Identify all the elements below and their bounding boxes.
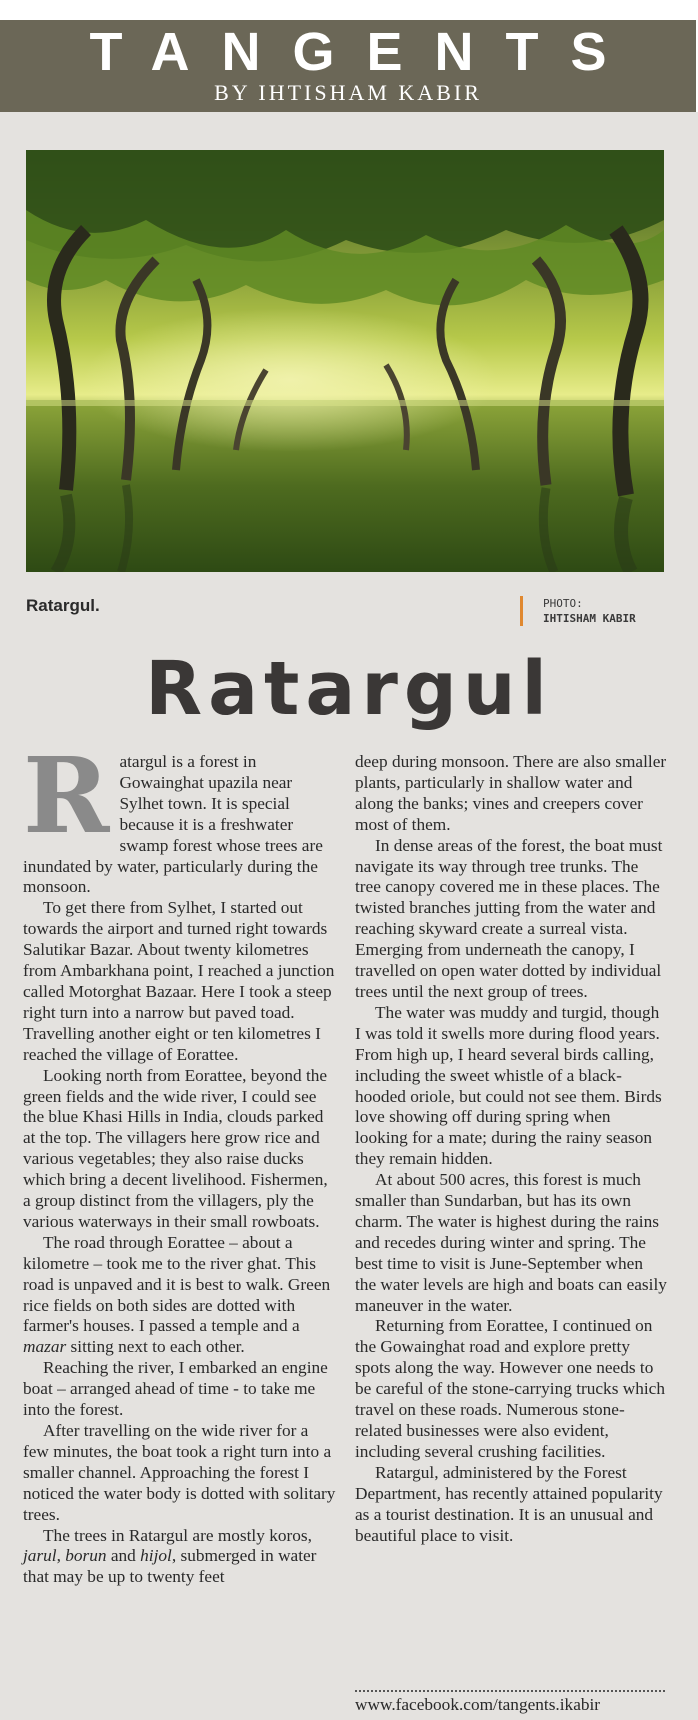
credit-divider: [520, 596, 523, 626]
article-paragraph: After travelling on the wide river for a few minutes, the boat took a right turn into a smaller channel. Approaching the forest I noticed the water body is dotted with solitary trees.: [23, 1421, 336, 1524]
article-paragraph: Ratargul, administered by the Forest Department, has recently attained popularity as a tourist destination. It is an unusual and beautiful place to visit.: [355, 1462, 663, 1545]
article-paragraph: In dense areas of the forest, the boat must navigate its way through tree trunks. The tree canopy covered me in these places. The twisted branches jutting from the water and reaching skyward create a surreal vista. Emerging from underneath the canopy, I travelled on open water dotted by individual trees until the next group of trees.: [355, 835, 663, 1001]
article-paragraph: Reaching the river, I embarked an engine boat – arranged ahead of time - to take me into the forest.: [23, 1358, 328, 1420]
article-paragraph: The water was muddy and turgid, though I was told it swells more during flood years. From high up, I heard several birds calling, including the sweet whistle of a black-hooded oriole, but could not see them. Birds love showing off during spring when looking for a mate; during the rainy season they remain hidden.: [355, 1002, 662, 1169]
photo-credit: [543, 596, 636, 626]
article-paragraph: Ratargul is a forest in Gowainghat upazila near Sylhet town. It is special because it is a freshwater swamp forest whose trees are inundated by water, particularly during the monsoon.: [23, 734, 323, 897]
article-paragraph: deep during monsoon. There are also smaller plants, particularly in shallow water and along the banks; vines and creepers cover most of them.: [355, 752, 667, 834]
masthead-banner: [0, 20, 696, 112]
article-paragraph: Returning from Eorattee, I continued on the Gowainghat road and explore pretty spots along the way. However one needs to be careful of the stone-carrying trucks which travel on these roads. Numerous stone-related businesses were also evident, including several crushing facilities.: [355, 1316, 665, 1461]
drop-cap: R: [23, 734, 110, 857]
photo-credit-label: PHOTO:: [543, 597, 583, 610]
article-paragraph: Looking north from Eorattee, beyond the green fields and the wide river, I could see the blue Khasi Hills in India, clouds parked at the top. The villagers here grow rice and various vegetables; they also raise ducks which bring a decent livelihood. Fishermen, a group distinct from the villagers, ply the various waterways in their small rowboats.: [23, 1065, 328, 1231]
article-paragraph: The road through Eorattee – about a kilometre – took me to the river ghat. This road is unpaved and it is best to walk. Green rice fields on both sides are dotted with farmer's houses. I passed a temple and a mazar sitting next to each other.: [23, 1232, 331, 1357]
article-column-right: [355, 752, 667, 1546]
photo-caption: Ratargul.: [26, 596, 100, 615]
article-paragraph: At about 500 acres, this forest is much smaller than Sundarban, but has its own charm. The water is highest during the rains and recedes during winter and spring. The best time to visit is June-September when the water levels are high and boats can easily maneuver in the water.: [355, 1170, 667, 1315]
dotted-divider: [355, 1690, 665, 1692]
article-column-left: [23, 734, 338, 1588]
article-headline: Ratargul: [145, 646, 553, 732]
photo-credit-name: IHTISHAM KABIR: [543, 612, 636, 625]
forest-photo: [26, 150, 664, 572]
column-title: TANGENTS: [89, 22, 639, 82]
article-paragraph: The trees in Ratargul are mostly koros, jarul, borun and hijol, submerged in water that may be up to twenty feet: [23, 1525, 317, 1587]
facebook-link[interactable]: www.facebook.com/tangents.ikabir: [355, 1695, 601, 1714]
masthead: [0, 0, 698, 112]
column-byline: BY IHTISHAM KABIR: [214, 80, 482, 105]
article-paragraph: To get there from Sylhet, I started out towards the airport and turned right towards Salutikar Bazar. About twenty kilometres from Ambarkhana point, I reached a junction called Motorghat Bazaar. Here I took a steep right turn into a narrow but paved toad. Travelling another eight or ten kilometres I reached the village of Eorattee.: [23, 898, 335, 1064]
